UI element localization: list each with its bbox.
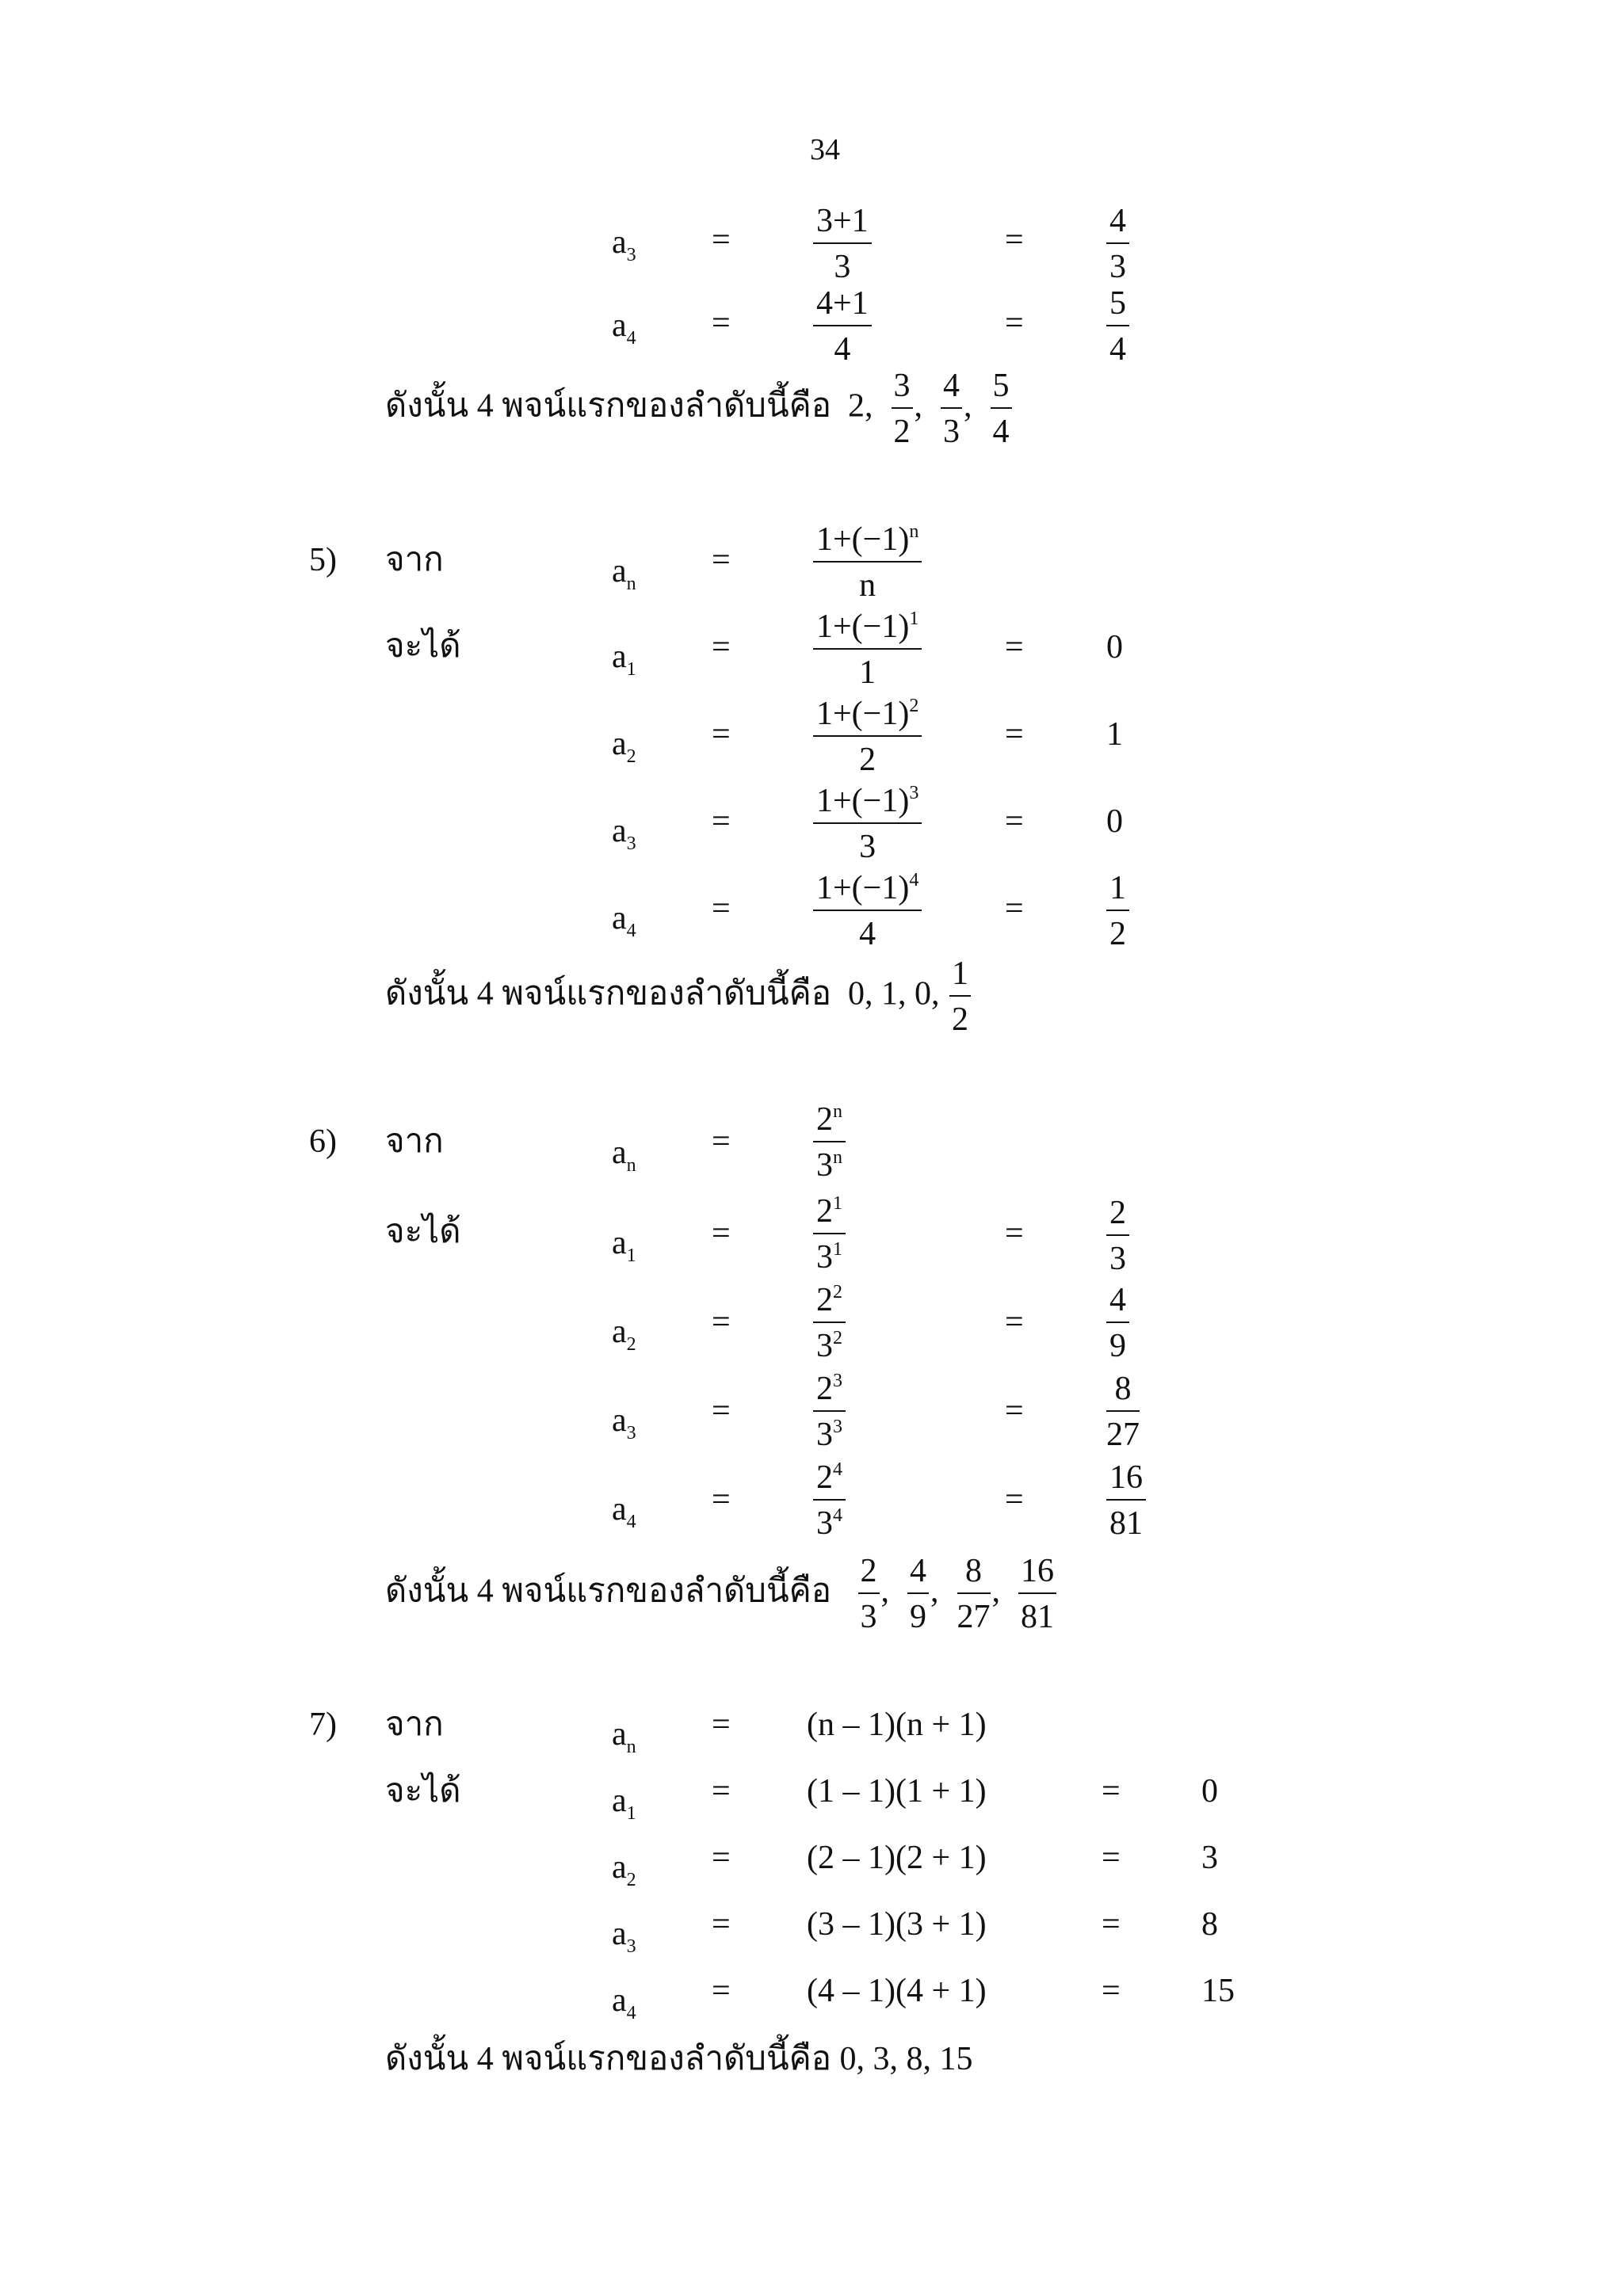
equals-sign: = (712, 716, 731, 753)
equals-sign: = (712, 1304, 731, 1341)
equals-sign: = (1102, 1840, 1121, 1876)
equals-sign: = (1102, 1906, 1121, 1943)
equals-sign: = (712, 1482, 731, 1518)
get-label: จะได้ (385, 1214, 461, 1250)
equals-sign: = (712, 1773, 731, 1810)
fraction: 3+1 3 (813, 204, 872, 284)
equals-sign: = (712, 542, 731, 578)
equals-sign: = (712, 1973, 731, 2009)
result-fraction: 5 4 (1106, 287, 1129, 366)
result-fraction: 4 9 (1106, 1283, 1129, 1363)
part7-summary: ดังนั้น 4 พจน์แรกของลำดับนี้คือ 0, 3, 8, 15 (385, 2041, 973, 2077)
equals-sign: = (1005, 891, 1024, 927)
from-label: จาก (385, 1123, 444, 1160)
result-value: 0 (1106, 629, 1123, 666)
equals-sign: = (1005, 716, 1024, 753)
fraction: 2$^n$ 3$^n$ (813, 1103, 846, 1182)
result-value: 0 (1106, 803, 1123, 840)
result-value: 8 (1201, 1906, 1218, 1943)
term-label: $a_3$ (612, 813, 636, 854)
term-label: $a_1$ (612, 639, 636, 680)
result-fraction: 1 2 (1106, 871, 1129, 951)
item-number: 7) (309, 1707, 337, 1743)
item-number: 6) (309, 1123, 337, 1160)
get-label: จะได้ (385, 1773, 461, 1810)
result-value: 0 (1201, 1773, 1218, 1810)
term-label: $a_2$ (612, 1314, 636, 1355)
equals-sign: = (1005, 222, 1024, 258)
fraction: 4+1 4 (813, 287, 872, 366)
equals-sign: = (1005, 305, 1024, 341)
result-value: 15 (1201, 1973, 1235, 2009)
result-fraction: 2 3 (1106, 1196, 1129, 1276)
expression: (2 – 1)(2 + 1) (807, 1840, 987, 1876)
result-fraction: 4 3 (1106, 204, 1129, 284)
term-label: $a_n$ (612, 553, 636, 594)
equals-sign: = (1102, 1773, 1121, 1810)
fraction: $1+(-1)^1$ 1 (813, 610, 922, 689)
part5-summary: ดังนั้น 4 พจน์แรกของลำดับนี้คือ 0, 1, 0, $\frac{1}{2}$ (385, 957, 972, 1036)
equals-sign: = (712, 891, 731, 927)
equals-sign: = (712, 305, 731, 341)
fraction: $2^1$ $3^1$ (813, 1195, 846, 1274)
result-value: 3 (1201, 1840, 1218, 1876)
equals-sign: = (712, 222, 731, 258)
fraction: $2^4$ $3^4$ (813, 1461, 846, 1540)
term-label: $a_4$ (612, 307, 636, 349)
equals-sign: = (712, 1707, 731, 1743)
term-label: $a_2$ (612, 1849, 636, 1890)
fraction: $1+(-1)^n$ n (813, 523, 922, 602)
term-label: $a_3$ (612, 1916, 636, 1957)
expression: (3 – 1)(3 + 1) (807, 1906, 987, 1943)
term-label: $a_3$ (612, 1402, 636, 1444)
result-value: 1 (1106, 716, 1123, 753)
equals-sign: = (712, 1906, 731, 1943)
equals-sign: = (1005, 1393, 1024, 1429)
fraction: $1+(-1)^2$ 2 (813, 697, 922, 776)
fraction: $1+(-1)^4$ 4 (813, 871, 922, 951)
result-fraction: 16 81 (1106, 1461, 1146, 1540)
equals-sign: = (1005, 1304, 1024, 1341)
fraction: $2^3$ $3^3$ (813, 1372, 846, 1451)
term-label: $a_n$ (612, 1716, 636, 1757)
equals-sign: = (1005, 1215, 1024, 1252)
equals-sign: = (1005, 1482, 1024, 1518)
result-fraction: 8 27 (1106, 1371, 1140, 1453)
equals-sign: = (1102, 1973, 1121, 2009)
equals-sign: = (1005, 629, 1024, 666)
get-label: จะได้ (385, 628, 461, 665)
term-label: $a_4$ (612, 1982, 636, 2023)
term-label: $a_4$ (612, 1491, 636, 1532)
term-label: $a_1$ (612, 1783, 636, 1824)
equals-sign: = (712, 1123, 731, 1160)
fraction: $1+(-1)^3$ 3 (813, 784, 922, 864)
fraction: $2^2$ $3^2$ (813, 1283, 846, 1363)
expression: (1 – 1)(1 + 1) (807, 1773, 987, 1810)
expression: (4 – 1)(4 + 1) (807, 1973, 987, 2009)
term-label: $a_4$ (612, 900, 636, 941)
item-number: 5) (309, 542, 337, 578)
equals-sign: = (1005, 803, 1024, 840)
equals-sign: = (712, 803, 731, 840)
equals-sign: = (712, 1840, 731, 1876)
equals-sign: = (712, 629, 731, 666)
from-label: จาก (385, 542, 444, 578)
part6-summary: ดังนั้น 4 พจน์แรกของลำดับนี้คือ $\frac{2}{3}$ , $\frac{4}{9}$ , $\frac{8}{27}$ , $\frac{16}{81}$ (385, 1554, 1058, 1634)
expression: (n – 1)(n + 1) (807, 1707, 987, 1743)
term-label: $a_3$ (612, 224, 636, 265)
term-label: $a_1$ (612, 1225, 636, 1266)
equals-sign: = (712, 1393, 731, 1429)
equals-sign: = (712, 1215, 731, 1252)
page-number: 34 (810, 133, 840, 166)
part4-summary: ดังนั้น 4 พจน์แรกของลำดับนี้คือ 2, $\frac{3}{2}$ , $\frac{4}{3}$ , $\frac{5}{4}$ (385, 369, 1014, 448)
from-label: จาก (385, 1707, 444, 1743)
term-label: $a_2$ (612, 726, 636, 767)
term-label: $a_n$ (612, 1135, 636, 1176)
